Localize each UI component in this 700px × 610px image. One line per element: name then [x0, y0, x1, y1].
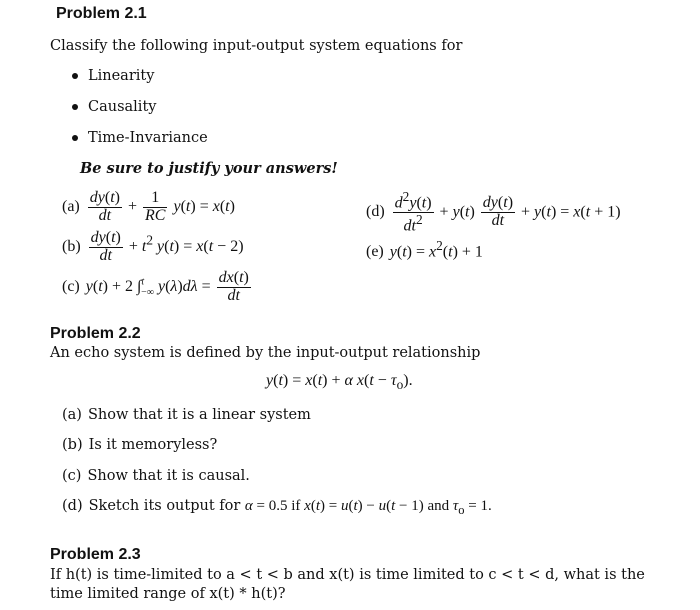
problem-2-2-intro: An echo system is defined by the input-output relationship: [50, 345, 481, 361]
bullet-icon: [72, 104, 78, 110]
bullet-text: Linearity: [88, 68, 155, 84]
item-label: (d): [62, 498, 83, 514]
problem-2-3-title: Problem 2.3: [50, 546, 141, 563]
equation-label: (b): [62, 237, 81, 255]
item-label: (b): [62, 437, 83, 453]
item-text: Sketch its output for: [88, 498, 241, 514]
equation-e: (e) $y(t) = x^2(t) + 1$: [366, 238, 483, 261]
item-text: Show that it is a linear system: [87, 407, 311, 423]
item-label: (c): [62, 468, 82, 484]
equation-label: (d): [366, 203, 385, 221]
bullet-text: Causality: [88, 99, 157, 115]
bullet-linearity: [72, 68, 154, 84]
problem-2-2-item-a: [62, 407, 311, 423]
bullet-icon: [72, 135, 78, 141]
equation-a: (a) $\frac{dy(t)}{dt}$ + $\frac{1}{RC}$ y(t) = x(t): [62, 189, 235, 224]
echo-equation: y(t) = x(t) + α $x(t - \tau_o)$.: [266, 372, 413, 393]
item-text: Is it memoryless?: [88, 437, 218, 453]
equation-b: (b) $\frac{dy(t)}{dt}$ + $t^2$ y(t) = x(t − 2): [62, 229, 244, 264]
equation-label: (a): [62, 197, 80, 215]
problem-2-2-item-b: [62, 437, 217, 453]
bullet-causality: [72, 99, 156, 115]
problem-2-1-title: Problem 2.1: [56, 5, 147, 22]
item-d-math: α = 0.5 if x(t) = u(t) − u(t − 1) and $\tau_o = 1$.: [244, 498, 492, 517]
justify-note: Be sure to justify your answers!: [80, 160, 338, 177]
item-text: Show that it is causal.: [87, 468, 250, 484]
bullet-time-invariance: [72, 130, 208, 146]
problem-2-2-item-d: [62, 498, 492, 518]
bullet-text: Time-Invariance: [88, 130, 208, 146]
problem-2-2-title: Problem 2.2: [50, 325, 141, 342]
equation-label: (c): [62, 277, 80, 295]
item-label: (a): [62, 407, 82, 423]
problem-2-2-item-c: [62, 468, 250, 484]
equation-c: (c) y(t) + 2 ∫$^t_{-\infty}$ y(λ)dλ = $\frac{dx(t)}{dt}$: [62, 269, 249, 304]
equation-label: (e): [366, 243, 384, 261]
bullet-icon: [72, 73, 78, 79]
equation-d: (d) $\frac{d^2y(t)}{dt^2}$ + y(t) $\frac{dy(t)}{dt}$ + y(t) = x(t + 1): [366, 189, 621, 235]
problem-2-3-text: If h(t) is time-limited to a < t < b and x(t) is time limited to c < t < d, what is the time limited range of x(t) * h(t)?: [50, 567, 645, 602]
problem-2-1-intro: Classify the following input-output system equations for: [50, 38, 463, 54]
